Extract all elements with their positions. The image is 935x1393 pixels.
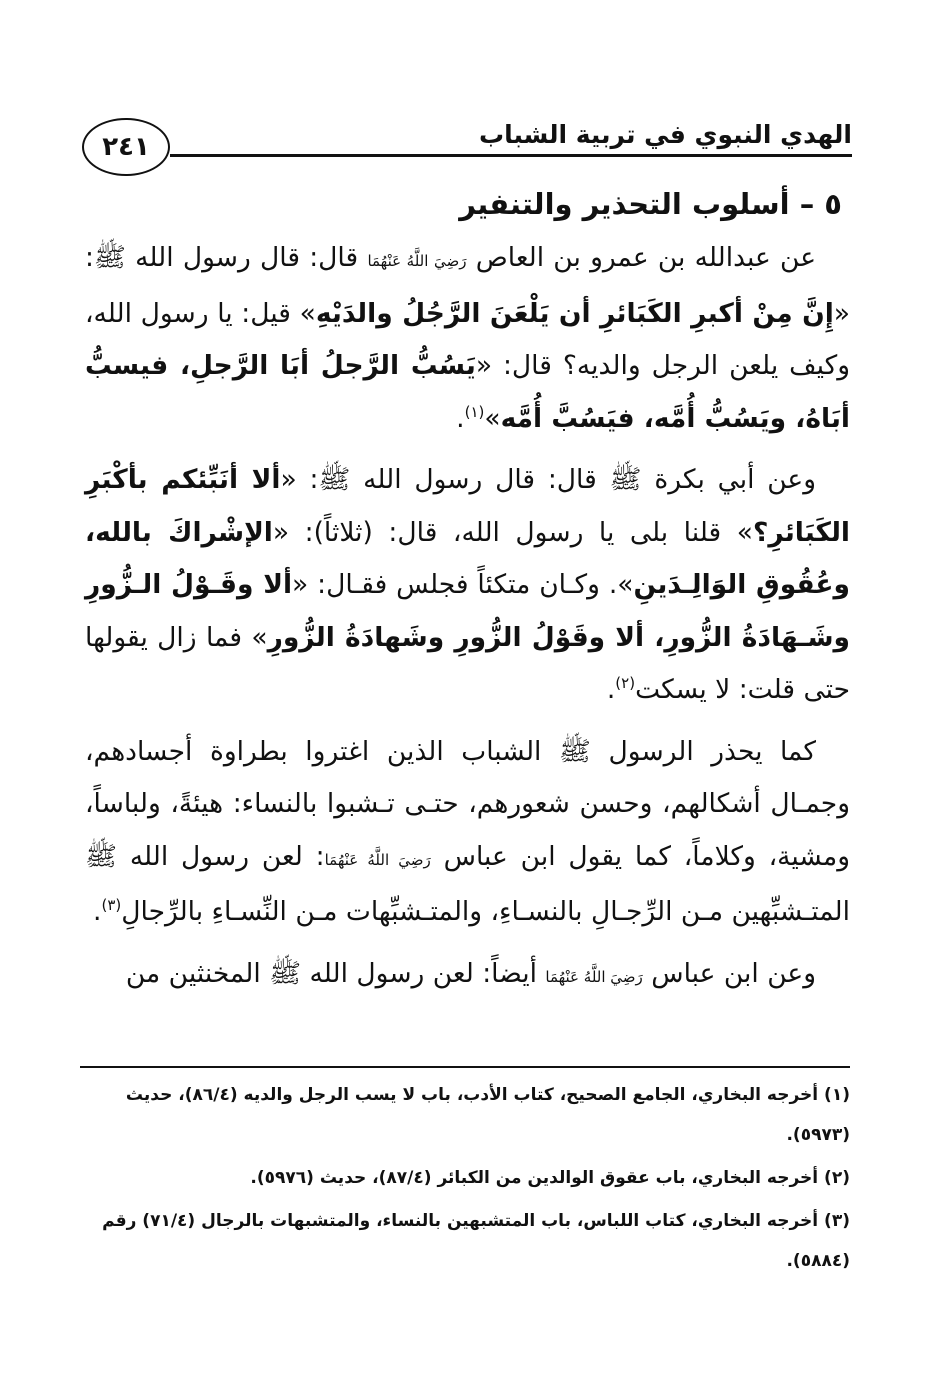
text-segment: : لعن رسول الله ﷺ المتـشبِّهين مـن الرِّجـالِ بالنسـاءِ، والمتـشبِّهات مـن النِّسـاءِ بالرِّجالِ <box>85 840 850 927</box>
paragraph-4 <box>85 948 850 1004</box>
header-rule <box>170 154 852 157</box>
hadith-quote: الإشْراكَ بالله، وعُقُوقِ الوَالِـدَينِ <box>85 516 850 600</box>
text-segment: . <box>456 402 465 434</box>
text-segment: » <box>484 402 501 434</box>
hadith-quote: إِنَّ مِنْ أكبرِ الكَبَائرِ أن يَلْعَنَ الرَّجُلُ والدَيْهِ <box>315 297 834 329</box>
paragraph-1 <box>85 232 850 445</box>
running-header <box>82 118 852 188</box>
footnote-3: (٣) أخرجه البخاري، كتاب اللباس، باب المتشبهين بالنساء، والمتشبهات بالرجال (٧١/٤) رقم (٥٨٨٤). <box>102 1211 850 1271</box>
text-segment: . <box>93 896 102 927</box>
footnotes <box>85 1075 850 1284</box>
text-segment: ». وكـان متكئاً فجلس فقـال: « <box>292 569 634 600</box>
honorific: رَضِيَ اللَّهُ عَنْهُمَا <box>545 967 643 986</box>
text-segment: وعن أبي بكرة ﷺ قال: قال رسول الله ﷺ: « <box>280 464 816 495</box>
main-text <box>85 180 850 1012</box>
hadith-quote: ألا أنَبِّئكم بأكْبَرِ الكَبَائرِ؟ <box>85 464 850 548</box>
honorific: رَضِيَ اللَّهُ عَنْهُمَا <box>367 252 467 270</box>
footnote-ref[interactable]: (٢) <box>615 674 636 693</box>
paragraph-3 <box>85 726 850 939</box>
page-number: ٢٤١ <box>102 132 150 162</box>
hadith-quote: ألا وقَـوْلُ الـزُّورِ وشَـهَادَةُ الزُّورِ، ألا وقَوْلُ الزُّورِ وشَهادَةُ الزُّورِ <box>85 569 850 653</box>
text-segment: . <box>606 674 616 705</box>
section-heading: ٥ – أسلوب التحذير والتنفير <box>459 187 842 221</box>
page-number-oval <box>82 118 170 176</box>
footnote-1: (١) أخرجه البخاري، الجامع الصحيح، كتاب الأدب، باب لا يسب الرجل والديه (٨٦/٤)، حديث (٥٩٧٣). <box>125 1085 850 1145</box>
text-segment: » فما زال يقولها حتى قلت: لا يسكت <box>85 621 850 705</box>
text-segment: عن عبدالله بن عمرو بن العاص <box>475 242 817 273</box>
hadith-quote: يَسُبُّ الرَّجلُ أبَا الرَّجلِ، فيسبُّ أبَاهُ، ويَسُبُّ أُمَّه، فيَسُبَّ أُمَّه <box>85 350 850 434</box>
footnote-ref[interactable]: (٣) <box>101 896 122 915</box>
footnote-rule <box>80 1066 850 1068</box>
honorific: رَضِيَ اللَّهُ عَنْهُمَا <box>324 850 431 869</box>
text-segment: أيضاً: لعن رسول الله ﷺ المخنثين من <box>125 957 537 989</box>
text-segment: قال: قال رسول الله ﷺ: « <box>85 242 850 329</box>
text-segment: كما يحذر الرسول ﷺ الشباب الذين اغتروا بطراوة أجسادهم، وجمـال أشكالهم، وحسن شعورهم، حتـى تـشبوا بالنساء: هيئةً، ولباساً، ومشية، وكلاماً، كما يقول ابن عباس <box>85 735 850 872</box>
text-segment: » قلنا بلى يا رسول الله، قال: (ثلاثاً): « <box>272 516 753 548</box>
book-title: الهدي النبوي في تربية الشباب <box>478 120 852 149</box>
paragraph-2 <box>85 454 850 717</box>
footnote-ref[interactable]: (١) <box>464 402 485 421</box>
text-segment: وعن ابن عباس <box>651 957 816 989</box>
text-segment: » قيل: يا رسول الله، وكيف يلعن الرجل والديه؟ قال: « <box>85 297 850 381</box>
footnote-2: (٢) أخرجه البخاري، باب عقوق الوالدين من الكبائر (٨٧/٤)، حديث (٥٩٧٦). <box>250 1168 850 1188</box>
